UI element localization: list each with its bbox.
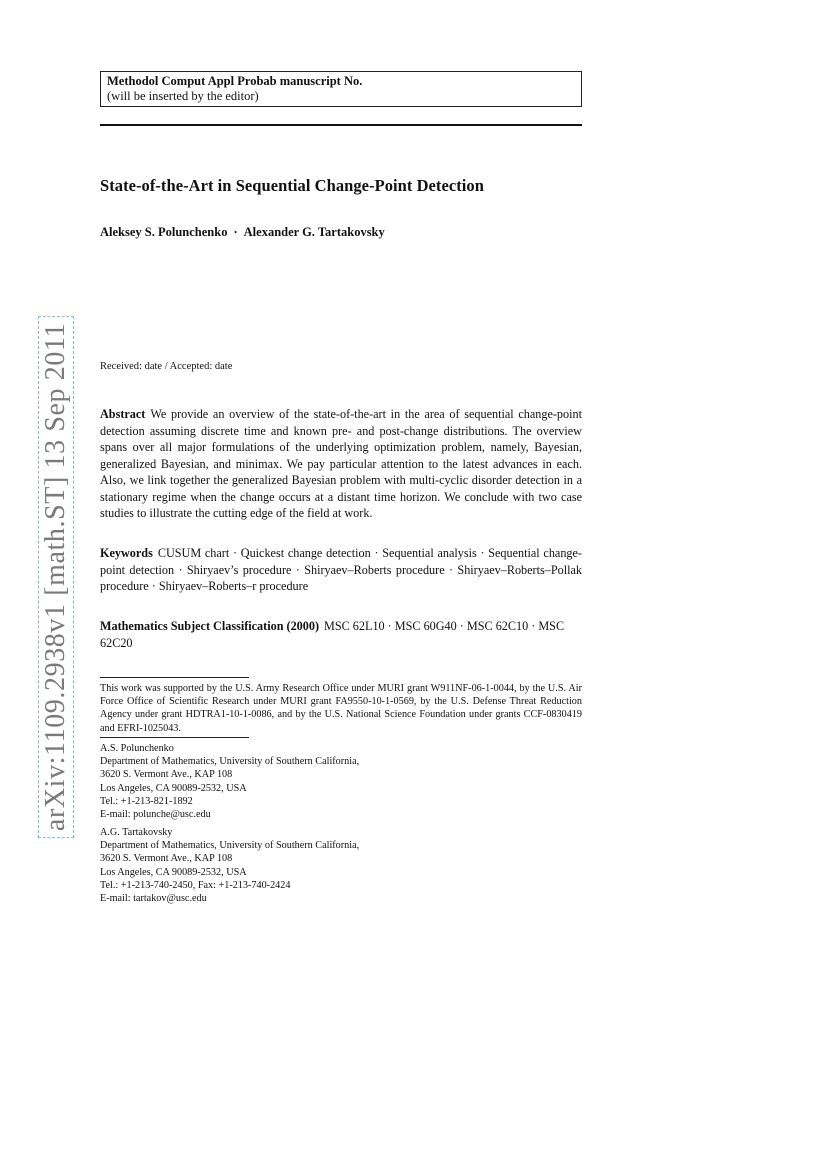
editor-note: (will be inserted by the editor)	[107, 89, 259, 103]
arxiv-identifier: arXiv:1109.2938v1 [math.ST] 13 Sep 2011	[38, 316, 74, 838]
journal-name: Methodol Comput Appl Probab manuscript No.	[107, 74, 363, 88]
author-1: Aleksey S. Polunchenko	[100, 225, 228, 239]
abstract-text: We provide an overview of the state-of-the-art in the area of sequential change-point detection assuming discrete time and known pre- and post-change distributions. The overview spans over all major formulations of the underlying optimization problem, namely, Bayesian, generalized Bayesian, and minimax. We pay particular attention to the latest advances in each. Also, we link together the generalized Bayesian problem with multi-cyclic disorder detection in a stationary regime when the change occurs at a distant time horizon. We conclude with two case studies to illustrate the cutting edge of the field at work.	[100, 407, 582, 520]
address-phone: Tel.: +1-213-821-1892	[100, 795, 193, 807]
author-address-1	[100, 742, 582, 821]
address-name: A.S. Polunchenko	[100, 743, 174, 754]
abstract-heading: Abstract	[100, 407, 146, 421]
address-street: 3620 S. Vermont Ave., KAP 108	[100, 853, 233, 865]
msc-text: MSC 62L10 · MSC 60G40 · MSC 62C10 · MSC 62C20	[100, 619, 565, 650]
address-name: A.G. Tartakovsky	[100, 827, 173, 838]
address-email: E-mail: tartakov@usc.edu	[100, 893, 207, 905]
author-separator: ·	[233, 225, 238, 239]
funding-footnote: This work was supported by the U.S. Army Research Office under MURI grant W911NF-06-1-0044, by the U.S. Air Force Office of Scientific Research under MURI grant FA9550-10-1-0569, by the U.S. Defense Threat Reduction Agency under grant HDTRA1-10-1-0086, and by the U.S. National Science Foundation under grants CCF-0830419 and EFRI-1025043.	[100, 683, 582, 734]
keywords-heading: Keywords	[100, 546, 153, 560]
author-address-2	[100, 826, 582, 905]
address-rule	[100, 737, 249, 738]
address-street: 3620 S. Vermont Ave., KAP 108	[100, 769, 233, 781]
address-phone: Tel.: +1-213-740-2450, Fax: +1-213-740-2424	[100, 879, 291, 891]
journal-header-box	[100, 71, 582, 107]
msc-classification	[100, 618, 582, 651]
address-city: Los Angeles, CA 90089-2532, USA	[100, 866, 247, 878]
abstract	[100, 406, 582, 522]
keywords-text: CUSUM chart · Quickest change detection · Sequential analysis · Sequential change-point detection · Shiryaev’s procedure · Shiryaev–Roberts procedure · Shiryaev–Roberts–Pollak procedure · Shiryaev–Roberts–r procedure	[100, 546, 582, 593]
address-city: Los Angeles, CA 90089-2532, USA	[100, 782, 247, 794]
author-list	[100, 225, 385, 240]
footnote-rule	[100, 677, 249, 678]
keywords	[100, 545, 582, 595]
address-department: Department of Mathematics, University of Southern California,	[100, 756, 360, 768]
header-rule	[100, 124, 582, 126]
msc-heading: Mathematics Subject Classification (2000)	[100, 619, 320, 633]
address-email: E-mail: polunche@usc.edu	[100, 809, 211, 821]
paper-title: State-of-the-Art in Sequential Change-Point Detection	[100, 176, 484, 195]
received-date: Received: date / Accepted: date	[100, 361, 233, 372]
author-2: Alexander G. Tartakovsky	[243, 225, 385, 239]
address-department: Department of Mathematics, University of Southern California,	[100, 840, 360, 852]
